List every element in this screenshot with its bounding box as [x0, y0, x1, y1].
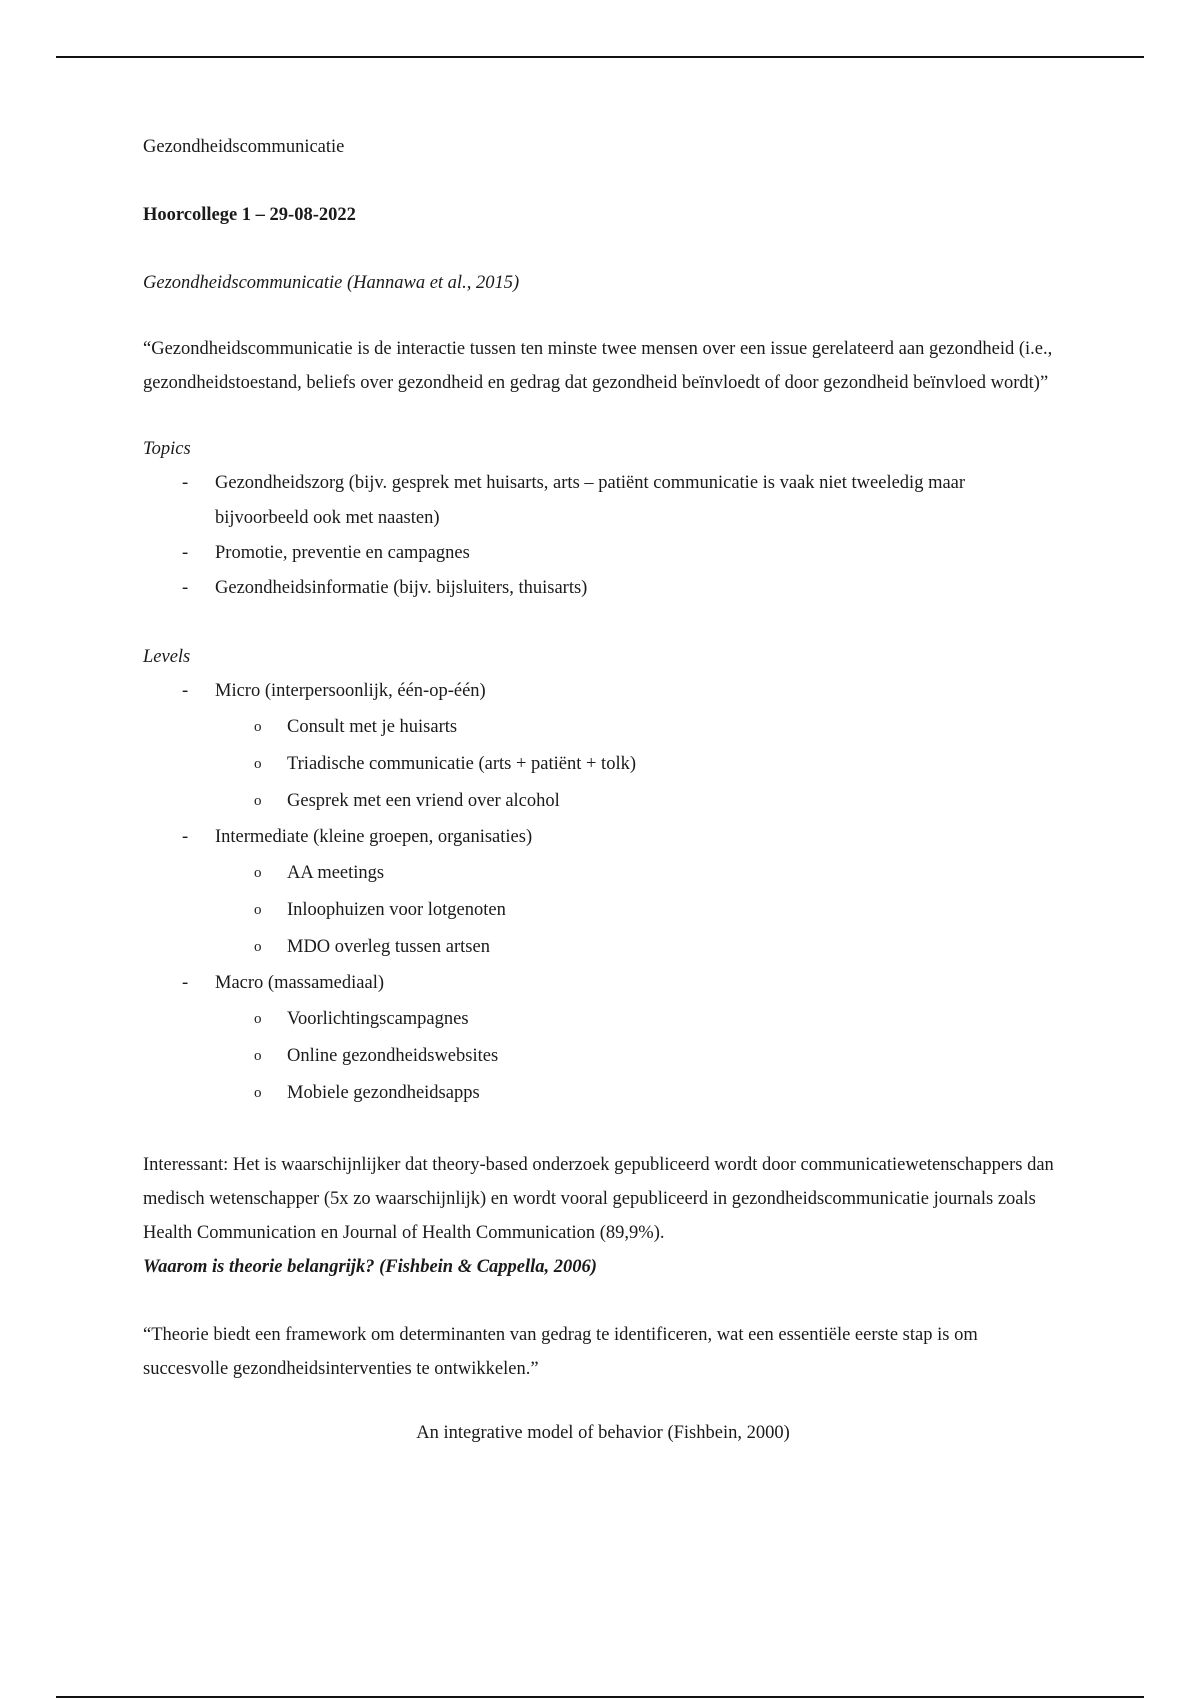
level-label: Macro (massamediaal)	[215, 973, 384, 993]
levels-list	[143, 674, 1063, 709]
circle-bullet: o	[254, 865, 262, 881]
circle-bullet: o	[254, 793, 262, 809]
level-sublist	[143, 1001, 1063, 1112]
example-text: Triadische communicatie (arts + patiënt + tolk)	[287, 754, 636, 774]
sublist-item	[143, 929, 1063, 966]
level-label: Intermediate (kleine groepen, organisaties)	[215, 827, 533, 847]
circle-bullet: o	[254, 1048, 262, 1064]
sublist-item	[143, 1075, 1063, 1112]
levels-list	[143, 820, 1063, 855]
level-sublist	[143, 709, 1063, 820]
bottom-rule	[56, 1696, 1144, 1698]
interesting-paragraph: Interessant: Het is waarschijnlijker dat theory-based onderzoek gepubliceerd wordt door communicatiewetenschappers dan medisch wetenschapper (5x zo waarschijnlijk) en wordt vooral gepubliceerd in gezondheidscommunicatie journals zoals Health Communication en Journal of Health Communication (89,9%).	[143, 1155, 1054, 1243]
list-item	[143, 571, 1063, 606]
example-text: MDO overleg tussen artsen	[287, 937, 490, 957]
model-caption: An integrative model of behavior (Fishbein, 2000)	[416, 1423, 790, 1443]
document-title: Gezondheidscommunicatie	[143, 137, 345, 157]
list-item	[143, 466, 1063, 536]
circle-bullet: o	[254, 1011, 262, 1027]
dash-bullet: -	[182, 473, 189, 493]
sublist-item	[143, 709, 1063, 746]
levels-list	[143, 966, 1063, 1001]
topics-list	[143, 466, 1063, 606]
level-item	[143, 674, 1063, 709]
lecture-heading: Hoorcollege 1 – 29-08-2022	[143, 205, 356, 225]
circle-bullet: o	[254, 902, 262, 918]
dash-bullet: -	[182, 578, 189, 598]
level-item	[143, 820, 1063, 855]
example-text: Voorlichtingscampagnes	[287, 1009, 469, 1029]
dash-bullet: -	[182, 827, 189, 847]
example-text: Online gezondheidswebsites	[287, 1046, 499, 1066]
sublist-item	[143, 1001, 1063, 1038]
level-label: Micro (interpersoonlijk, één-op-één)	[215, 681, 486, 701]
definition-quote: “Gezondheidscommunicatie is de interactie tussen ten minste twee mensen over een issue gerelateerd aan gezondheid (i.e., gezondheidstoestand, beliefs over gezondheid en gedrag dat gezondheid beïnvloedt of door gezondheid beïnvloed wordt)”	[143, 339, 1053, 393]
topic-text: Gezondheidszorg (bijv. gesprek met huisarts, arts – patiënt communicatie is vaak niet tweeledig maar bijvoorbeeld ook met naasten)	[215, 473, 966, 528]
sublist-item	[143, 855, 1063, 892]
example-text: Gesprek met een vriend over alcohol	[287, 791, 560, 811]
list-item	[143, 536, 1063, 571]
top-rule	[56, 56, 1144, 58]
circle-bullet: o	[254, 1085, 262, 1101]
topics-heading: Topics	[143, 439, 191, 459]
document-body	[143, 130, 1063, 1450]
level-item	[143, 966, 1063, 1001]
sublist-item	[143, 783, 1063, 820]
example-text: Inloophuizen voor lotgenoten	[287, 900, 506, 920]
topic-text: Gezondheidsinformatie (bijv. bijsluiters, thuisarts)	[215, 578, 588, 598]
sublist-item	[143, 746, 1063, 783]
circle-bullet: o	[254, 719, 262, 735]
level-sublist	[143, 855, 1063, 966]
dash-bullet: -	[182, 973, 189, 993]
definition-heading: Gezondheidscommunicatie (Hannawa et al., 2015)	[143, 273, 520, 293]
theory-heading: Waarom is theorie belangrijk? (Fishbein & Cappella, 2006)	[143, 1257, 597, 1277]
example-text: Mobiele gezondheidsapps	[287, 1083, 480, 1103]
example-text: AA meetings	[287, 863, 385, 883]
sublist-item	[143, 1038, 1063, 1075]
levels-heading: Levels	[143, 647, 191, 667]
topic-text: Promotie, preventie en campagnes	[215, 543, 470, 563]
example-text: Consult met je huisarts	[287, 717, 458, 737]
theory-quote: “Theorie biedt een framework om determinanten van gedrag te identificeren, wat een essentiële eerste stap is om succesvolle gezondheidsinterventies te ontwikkelen.”	[143, 1325, 978, 1379]
circle-bullet: o	[254, 939, 262, 955]
sublist-item	[143, 892, 1063, 929]
circle-bullet: o	[254, 756, 262, 772]
dash-bullet: -	[182, 681, 189, 701]
dash-bullet: -	[182, 543, 189, 563]
